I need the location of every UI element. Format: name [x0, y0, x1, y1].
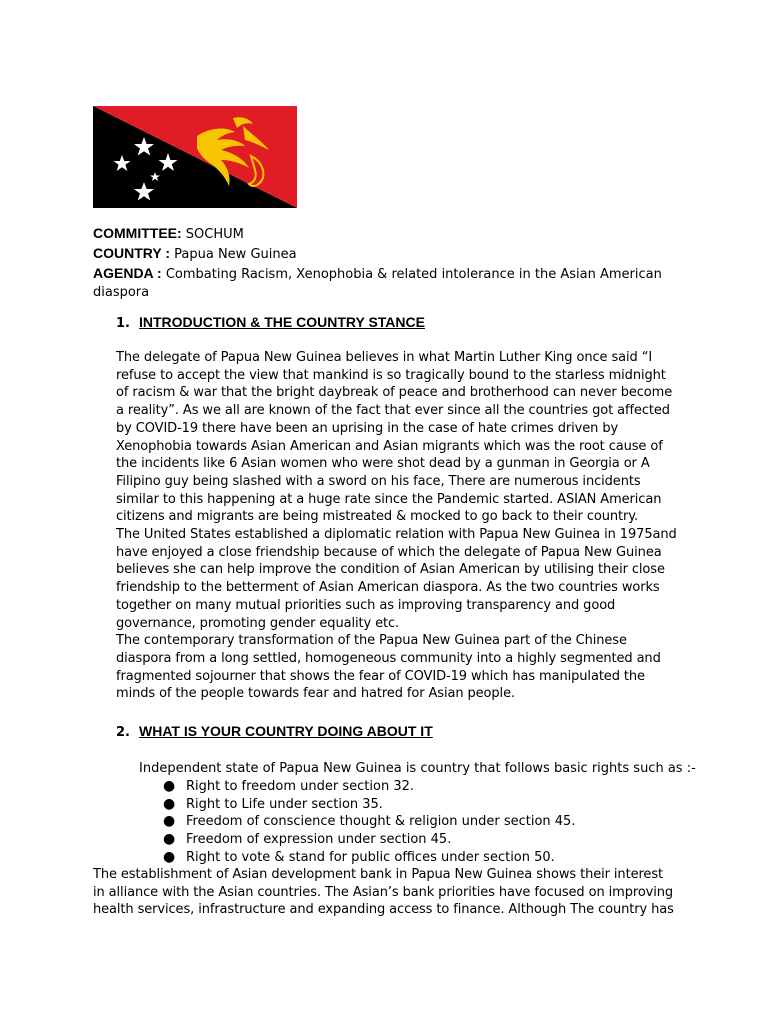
list-item: ● Right to freedom under section 32. [163, 778, 415, 794]
section-1-title: INTRODUCTION & THE COUNTRY STANCE [139, 314, 425, 330]
bullet-icon: ● [163, 848, 176, 865]
bullet-icon: ● [163, 795, 176, 812]
list-item: ● Freedom of expression under section 45. [163, 831, 452, 848]
section-1-number: 1. [116, 316, 130, 331]
agenda-label: AGENDA : [93, 265, 162, 281]
section-2-number: 2. [116, 725, 130, 740]
committee-label: COMMITTEE: [93, 225, 182, 241]
section-1-body [116, 349, 680, 703]
list-item: ● Right to Life under section 35. [163, 795, 383, 812]
agenda-line [93, 264, 673, 302]
country-line [93, 244, 673, 264]
rights-list [163, 778, 575, 867]
section-1-paragraph-3: The contemporary transformation of the Papua New Guinea part of the Chinese diaspora from a long settled, homogeneous community into a highly segmented and fragmented sojourner that shows the fear of COVID-19 which has manipulated the minds of the people towards fear and hatred for Asian people. [116, 633, 661, 702]
country-label: COUNTRY : [93, 245, 170, 261]
list-item: ● Freedom of conscience thought & religion under section 45. [163, 813, 576, 830]
papua-new-guinea-flag [93, 106, 297, 208]
section-1-heading [116, 313, 425, 333]
section-2-title: WHAT IS YOUR COUNTRY DOING ABOUT IT [139, 723, 433, 739]
committee-value: SOCHUM [185, 227, 244, 242]
list-item: ● Right to vote & stand for public offices under section 50. [163, 848, 555, 865]
section-2-intro: Independent state of Papua New Guinea is country that follows basic rights such as :- [139, 761, 696, 776]
country-value: Papua New Guinea [174, 247, 297, 262]
bullet-icon: ● [163, 813, 176, 830]
committee-line [93, 224, 673, 244]
agenda-value: Combating Racism, Xenophobia & related intolerance in the Asian American diaspora [93, 267, 662, 300]
section-1-paragraph-2: The United States established a diplomatic relation with Papua New Guinea in 1975and have enjoyed a close friendship because of which the delegate of Papua New Guinea believes she can help improve the condition of Asian American by utilising their close friendship to the betterment of Asian American diaspora. As the two countries works together on many mutual priorities such as improving transparency and good governance, promoting gender equality etc. [116, 527, 677, 631]
section-1-paragraph-1: The delegate of Papua New Guinea believes in what Martin Luther King once said “I refuse to accept the view that mankind is so tragically bound to the starless midnight of racism & war that the bright daybreak of peace and brotherhood can never become a reality”. As we all are known of the fact that ever since all the countries got affected by COVID-19 there have been an uprising in the case of hate crimes driven by Xenophobia towards Asian American and Asian migrants which was the root cause of the incidents like 6 Asian women who were shot dead by a gunman in Georgia or A Filipino guy being slashed with a sword on his face, There are numerous incidents similar to this happening at a huge rate since the Pandemic started. ASIAN American citizens and migrants are being mistreated & mocked to go back to their country. [116, 350, 673, 525]
bullet-icon: ● [163, 778, 176, 794]
section-2-heading [116, 722, 433, 742]
document-meta [93, 224, 673, 302]
bullet-icon: ● [163, 831, 176, 848]
section-2-tail-paragraph: The establishment of Asian development bank in Papua New Guinea shows their interest in alliance with the Asian countries. The Asian’s bank priorities have focused on improving health services, infrastructure and expanding access to finance. Although The country has [93, 867, 674, 918]
